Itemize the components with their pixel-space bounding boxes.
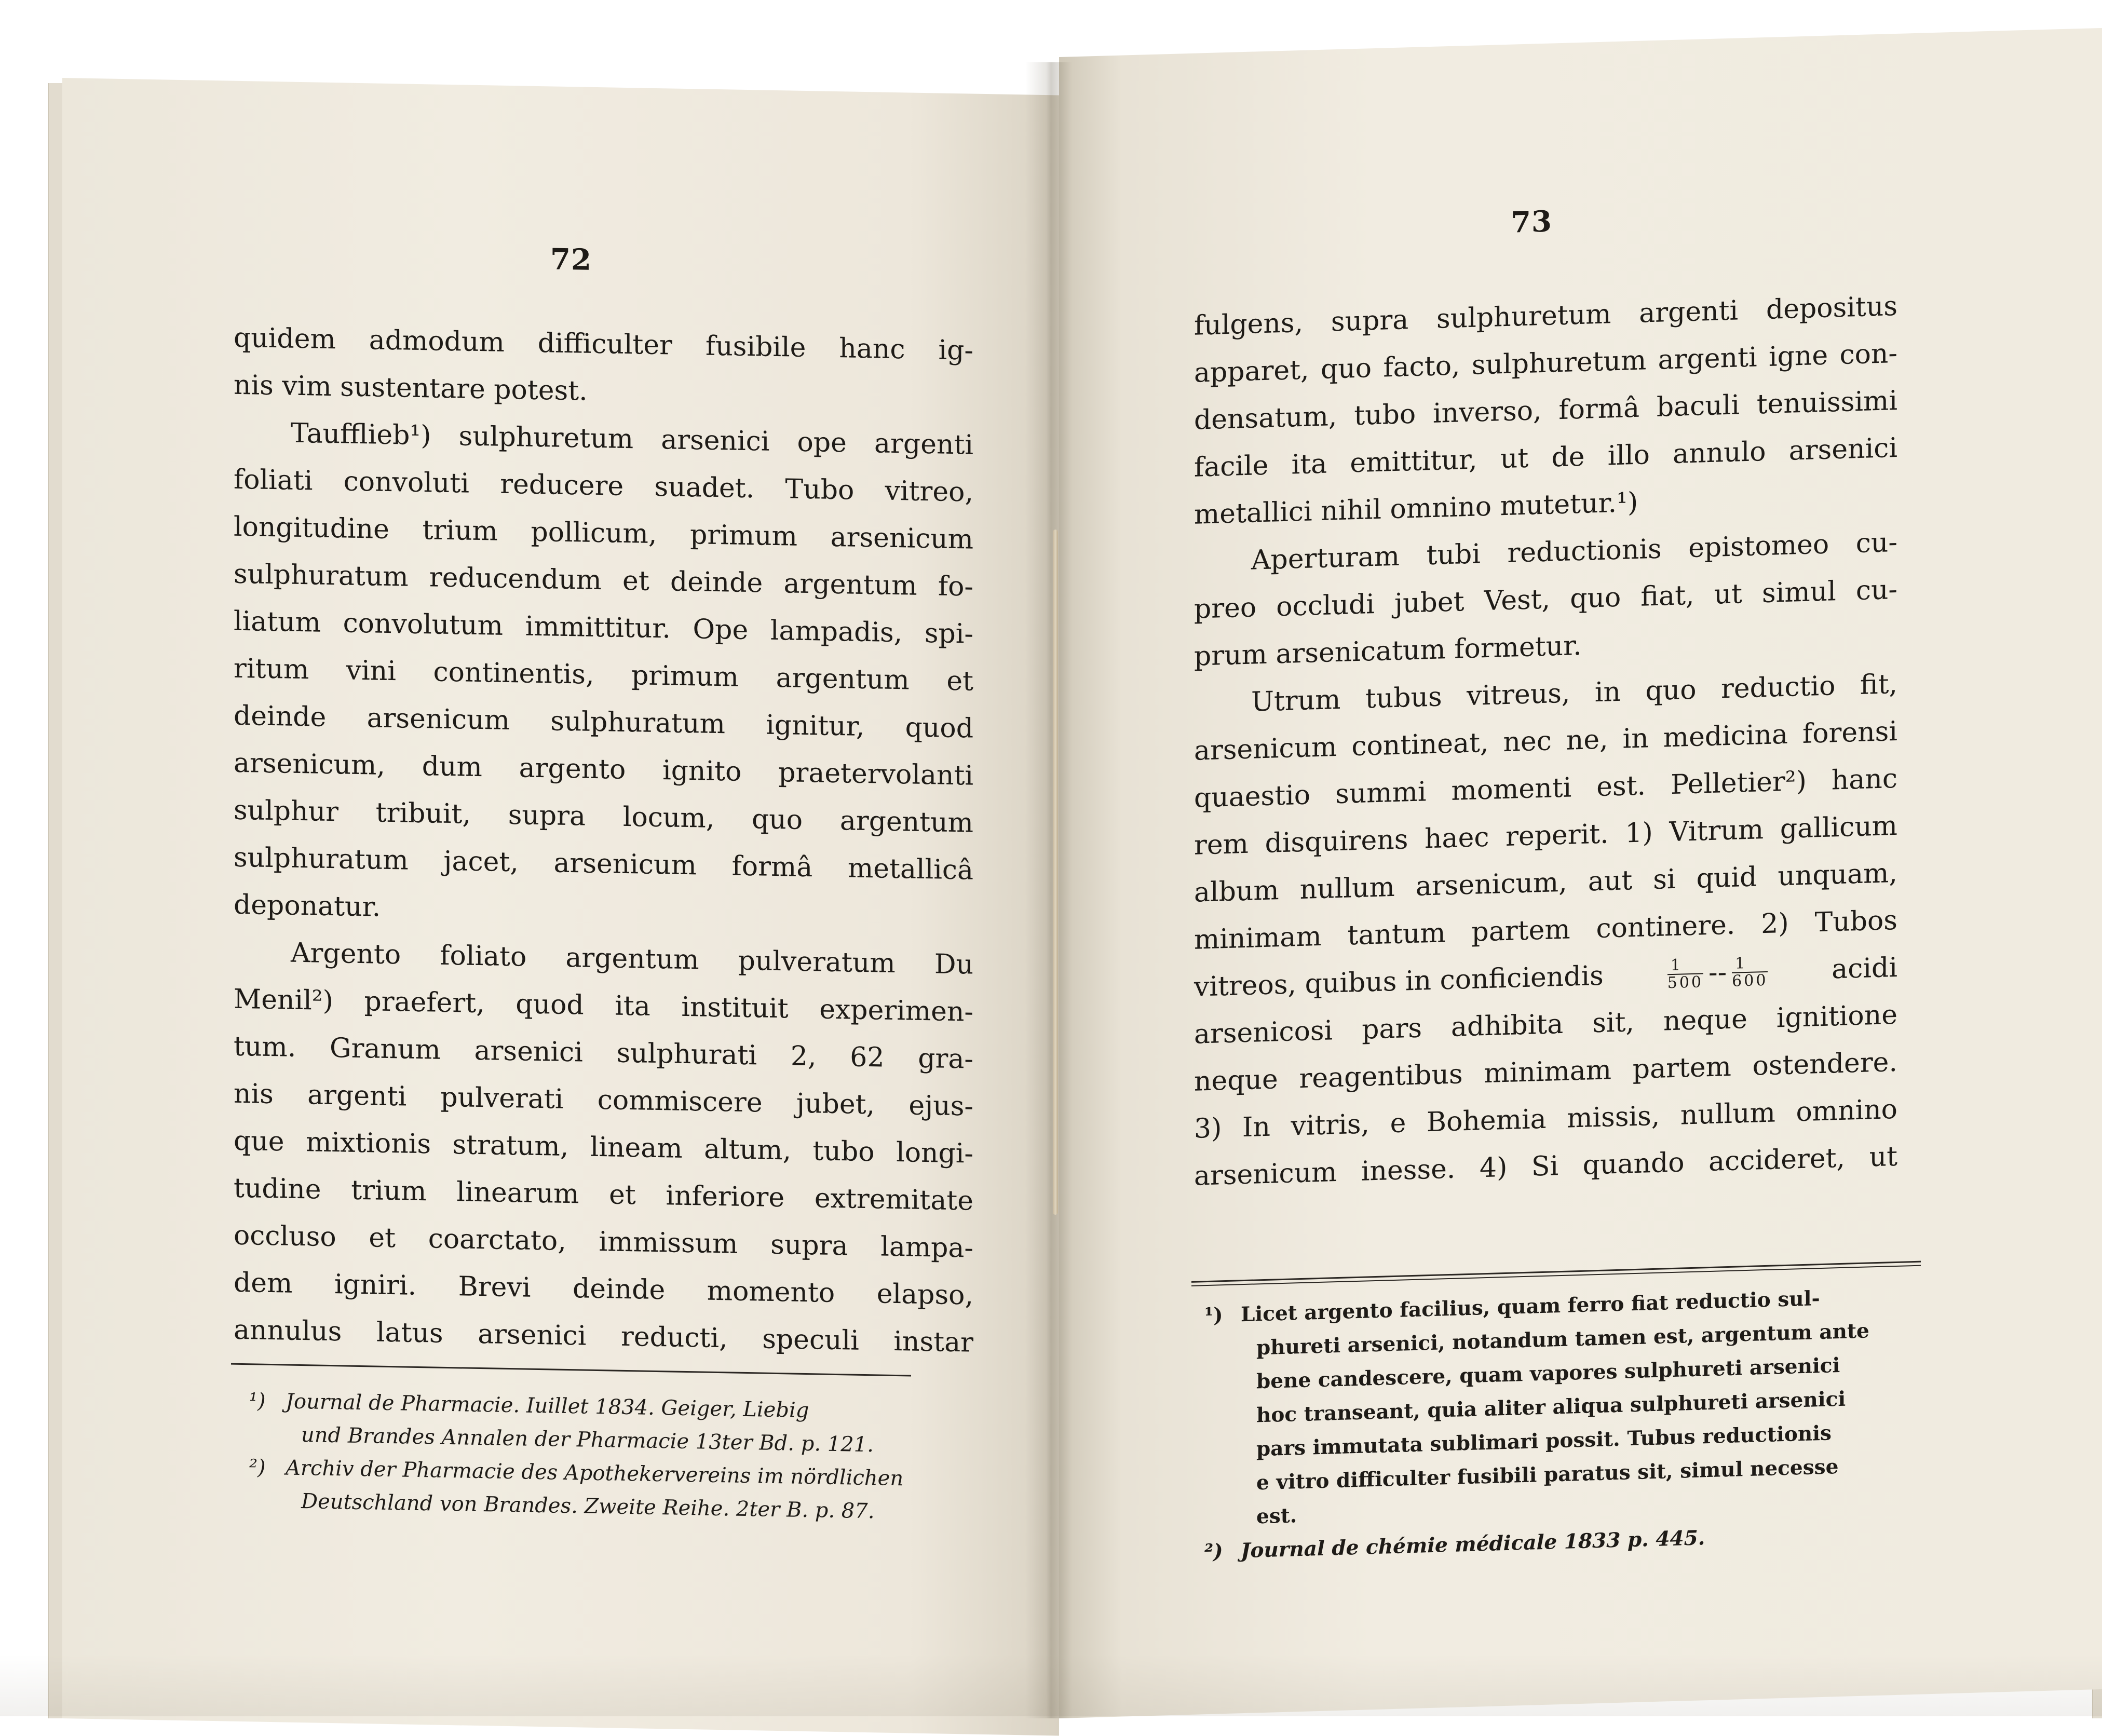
footnote-line: pars immutata sublimari possit. Tubus reductionis	[1256, 1421, 1832, 1461]
text-line: quidem admodum difficulter fusibile hanc ig-	[234, 322, 973, 367]
spine-thread	[1053, 530, 1058, 1215]
text-line: que mixtionis stratum, lineam altum, tubo longi-	[234, 1125, 973, 1170]
text-line: prum arsenicatum formetur.	[1194, 630, 1582, 672]
text-line: quaestio summi momenti est. Pelletier²) hanc	[1194, 763, 1897, 814]
footnote-line: Journal de chémie médicale 1833 p. 445.	[1241, 1526, 1705, 1563]
footnote-marker: ¹)	[249, 1389, 266, 1413]
fraction-group	[1667, 948, 1768, 998]
footnote-line: Journal de Pharmacie. Iuillet 1834. Geiger, Liebig	[286, 1389, 809, 1423]
page-number-right: 73	[1511, 204, 1552, 240]
text-line: Menil²) praefert, quod ita instituit experimen-	[234, 983, 973, 1028]
text-line: sulphuratum reducendum et deinde argentum fo-	[234, 558, 973, 603]
text-line: deponatur.	[234, 889, 381, 923]
right-page	[1059, 28, 2102, 1718]
fraction-numerator: 1	[1732, 954, 1768, 973]
text-line: Aperturam tubi reductionis epistomeo cu-	[1251, 526, 1897, 576]
text-line: sulphur tribuit, supra locum, quo argentum	[234, 794, 973, 839]
text-line: arsenicum inesse. 4) Si quando accideret, ut	[1194, 1141, 1897, 1192]
text-line: sulphuratum jacet, arsenicum formâ metallicâ	[234, 842, 973, 886]
footnote-line: Archiv der Pharmacie des Apothekervereins im nördlichen	[286, 1456, 904, 1491]
text-line: 3) In vitris, e Bohemia missis, nullum omnino	[1194, 1093, 1897, 1145]
fraction-denominator: 600	[1732, 971, 1768, 991]
footnote-line: est.	[1256, 1503, 1297, 1529]
text-line: apparet, quo facto, sulphuretum argenti igne con-	[1194, 337, 1897, 389]
text-line: minimam tantum partem continere. 2) Tubos	[1194, 904, 1897, 956]
right-body-text	[1194, 283, 1897, 1200]
fraction-denominator: 500	[1667, 972, 1704, 992]
footnote-marker: ²)	[249, 1455, 266, 1480]
footnote-line: hoc transeant, quia aliter aliqua sulphureti arsenici	[1256, 1387, 1846, 1428]
text-line-part: vitreos, quibus in conficiendis	[1194, 960, 1604, 1003]
text-line: fulgens, supra sulphuretum argenti depositus	[1194, 290, 1897, 342]
text-line: occluso et coarctato, immissum supra lampa-	[234, 1219, 973, 1264]
bottom-shadow	[0, 1654, 2102, 1716]
text-line: longitudine trium pollicum, primum arsenicum	[234, 511, 973, 555]
text-line: ritum vini continentis, primum argentum et	[234, 653, 973, 697]
text-line-part: acidi	[1832, 952, 1897, 985]
text-line: album nullum arsenicum, aut si quid unquam,	[1194, 857, 1897, 908]
text-line: rem disquirens haec reperit. 1) Vitrum gallicum	[1194, 810, 1897, 861]
text-line: tum. Granum arsenici sulphurati 2, 62 gra-	[234, 1030, 973, 1075]
footnote-marker: ¹)	[1204, 1303, 1223, 1328]
left-page	[62, 78, 1059, 1736]
book-gutter	[1025, 62, 1072, 1718]
text-line: Argento foliato argentum pulveratum Du	[291, 937, 973, 981]
footnote-line: phureti arsenici, notandum tamen est, argentum ante	[1256, 1319, 1869, 1360]
text-line: dem igniri. Brevi deinde momento elapso,	[234, 1267, 973, 1311]
text-line: nis vim sustentare potest.	[234, 369, 588, 407]
right-footnotes	[1204, 1280, 1869, 1569]
text-line: arsenicum contineat, nec ne, in medicina forensi	[1194, 715, 1897, 767]
left-body-text	[234, 315, 973, 1367]
footnote-line: und Brandes Annalen der Pharmacie 13ter Bd. p. 121.	[301, 1423, 874, 1457]
text-line: tudine trium linearum et inferiore extremitate	[234, 1172, 973, 1217]
fraction-1-600	[1732, 954, 1768, 989]
text-line: nis argenti pulverati commiscere jubet, ejus-	[234, 1078, 973, 1122]
fraction-separator: --	[1708, 957, 1727, 989]
text-line: preo occludi jubet Vest, quo fiat, ut simul cu-	[1194, 574, 1897, 625]
fraction-1-500	[1667, 956, 1703, 992]
text-line: arsenicum, dum argento ignito praetervolanti	[234, 747, 973, 792]
text-line: densatum, tubo inverso, formâ baculi tenuissimi	[1194, 385, 1897, 436]
text-line: arsenicosi pars adhibita sit, neque ignitione	[1194, 999, 1897, 1050]
fraction-numerator: 1	[1667, 956, 1703, 975]
text-line: metallici nihil omnino mutetur.¹)	[1194, 486, 1638, 531]
footnote-marker: ²)	[1204, 1539, 1223, 1564]
text-line: annulus latus arsenici reducti, speculi instar	[234, 1314, 973, 1359]
text-line: Utrum tubus vitreus, in quo reductio fit,	[1251, 668, 1897, 718]
footnote-line: bene candescere, quam vapores sulphureti arsenici	[1256, 1353, 1840, 1394]
page-number-left: 72	[550, 242, 592, 277]
footnote-line: e vitro difficulter fusibili paratus sit, simul necesse	[1256, 1455, 1839, 1495]
text-line: foliati convoluti reducere suadet. Tubo vitreo,	[234, 464, 973, 508]
footnote-line: Licet argento facilius, quam ferro fiat reductio sul-	[1241, 1286, 1820, 1327]
text-line: deinde arsenicum sulphuratum ignitur, quod	[234, 700, 973, 744]
text-line: Taufflieb¹) sulphuretum arsenici ope argenti	[291, 417, 973, 461]
footnote-line: Deutschland von Brandes. Zweite Reihe. 2ter B. p. 87.	[301, 1489, 875, 1524]
left-footnotes	[249, 1384, 903, 1528]
text-line: neque reagentibus minimam partem ostendere.	[1194, 1046, 1897, 1097]
text-line: liatum convolutum immittitur. Ope lampadis, spi-	[234, 605, 973, 650]
footnote-rule-left	[231, 1363, 911, 1377]
text-line: facile ita emittitur, ut de illo annulo arsenici	[1194, 432, 1897, 483]
